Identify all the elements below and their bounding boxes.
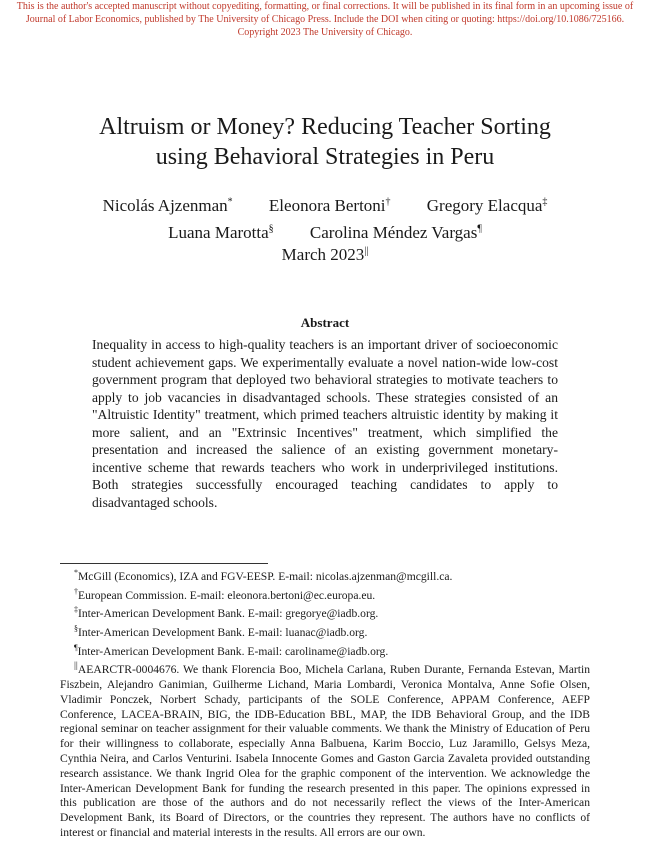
paper-date [40,245,610,265]
paper-title [40,112,610,172]
author-name: Nicolás Ajzenman [102,195,228,215]
footnote [60,603,590,622]
footnote-text: Inter-American Development Bank. E-mail: caroliname@iadb.org. [77,644,389,658]
footnote-mark: § [74,623,78,633]
footnote-text: McGill (Economics), IZA and FGV-EESP. E-mail: nicolas.ajzenman@mcgill.ca. [78,569,453,583]
footnote-rule [60,563,268,564]
footnote-mark: ‡ [74,605,78,615]
footnote-mark: † [74,586,78,596]
footnote [60,659,590,840]
author-list [40,190,610,245]
footnote-mark: * [227,196,233,207]
author-name: Gregory Elacqua [426,195,543,215]
author [168,223,274,242]
abstract-body: Inequality in access to high-quality teachers is an important driver of socioeconomic student achievement gaps. We experimentally evaluate a novel nation-wide low-cost government program that deployed two behavioral strategies to motivate teachers to apply to job vacancies in disadvantaged schools. These strategies consisted of an "Altruistic Identity" treatment, which primed teachers altruistic identity by making it more salient, and an "Extrinsic Incentives" treatment, which simplified the presentation and increased the salience of an existing government monetary-incentive scheme that rewards teachers who work in underprivileged institutions. Both strategies successfully encouraged teaching candidates to apply to disadvantaged schools. [92,337,558,510]
author-row-2 [40,218,610,246]
author-name: Carolina Méndez Vargas [309,223,478,243]
author-name: Luana Marotta [168,223,269,243]
footnote-text: European Commission. E-mail: eleonora.bertoni@ec.europa.eu. [78,588,376,602]
title-line-2: using Behavioral Strategies in Peru [155,144,495,170]
footnote [60,585,590,604]
footnote [60,622,590,641]
footnote-mark: || [74,660,78,672]
footnote [60,566,590,585]
footnote-mark: || [364,245,369,257]
footnote-mark: ‡ [542,196,548,207]
abstract-heading: Abstract [300,315,350,330]
footnote-mark: ¶ [477,223,482,235]
footnotes [60,566,590,841]
footnote-mark: * [74,568,78,577]
copyright-notice: This is the author's accepted manuscript without copyediting, formatting, or final corrections. It will be published in its final form in an upcoming issue of Journal of Labor Economics, published by The University of Chicago Press. Include the DOI when citing or quoting: https://doi.org/10.1086/725166. Copyright 2023 The University of Chicago. [16,1,634,38]
footnote-text: Inter-American Development Bank. E-mail: gregorye@iadb.org. [78,607,379,621]
footnote-mark: § [268,223,274,235]
footnote-text: AEARCTR-0004676. We thank Florencia Boo, Michela Carlana, Ruben Durante, Fernanda Estevan, Martin Fiszbein, Alejandro Ganimian, Guilherme Lichand, Maria Lombardi, Veronica Montalva, Anne Sofie Olsen, Vladimir Ponczek, Norbert Schady, participants of the SOLE Conference, APPAM Conference, AEFP Conference, LACEA-BRAIN, BIG, the IDB-Education BBL, MAP, the IDB Behavioral Group, and the IDB regional seminar on teacher assignment for their valuable comments. We thank the Ministry of Education of Peru for their willingness to collaborate, especially Anna Balbuena, Karim Boccio, Luz Jaramillo, Gelsys Meza, Cynthia Neira, and Carlos Venturini. Isabela Innocente Gomes and Gaston Garcia Zavaleta provided outstanding research assistance. We thank Ingrid Olea for the graphic component of the intervention. We acknowledge the Inter-American Development Bank for funding the research presented in this paper. The opinions expressed in this publication are those of the authors and do not necessarily reflect the views of the Inter-American Development Bank, its Board of Directors, or the countries they represent. The authors have no conflicts of interest or financial and material interests in the results. All errors are our own. [60,663,590,839]
date-text: March 2023 [281,245,365,264]
author [269,196,391,215]
footnote-mark: ¶ [74,642,78,652]
author-row-1 [40,190,610,218]
title-line-1: Altruism or Money? Reducing Teacher Sorting [99,114,551,140]
author [103,196,233,215]
footnote-text: Inter-American Development Bank. E-mail: luanac@iadb.org. [78,625,368,639]
author [427,196,548,215]
footnote [60,641,590,660]
footnote-mark: † [385,196,391,207]
author-name: Eleonora Bertoni [268,195,386,215]
author [310,223,482,242]
